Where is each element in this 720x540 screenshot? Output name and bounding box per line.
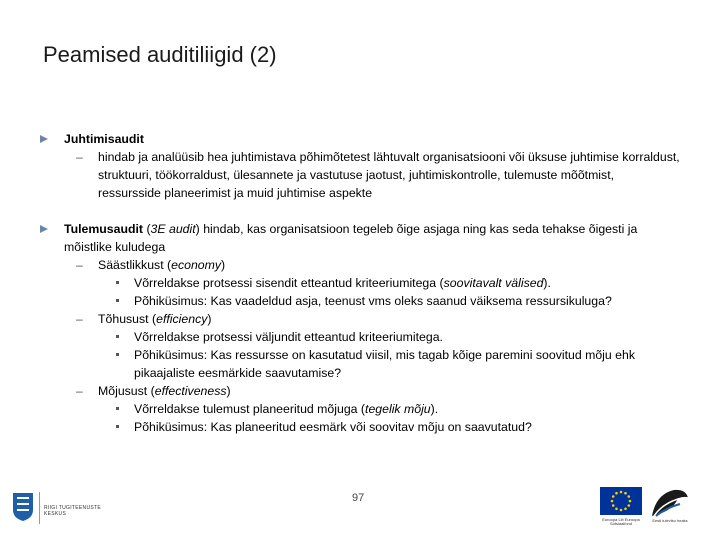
square-bullet-icon	[116, 425, 119, 428]
arrow-bullet-icon	[40, 225, 48, 233]
square-bullet-icon	[116, 353, 119, 356]
eu-caption: Euroopa Liit Euroopa Sotsiaalfond	[602, 517, 640, 526]
item-text: Võrreldakse tulemust planeeritud mõjuga (	[134, 402, 366, 416]
page-number: 97	[352, 492, 365, 504]
bullet-juhtimisaudit	[40, 130, 680, 202]
item	[64, 418, 680, 436]
slide-title: Peamised auditiliigid (2)	[43, 42, 277, 67]
item	[64, 292, 680, 310]
sub-term: effectiveness	[154, 384, 227, 398]
square-bullet-icon	[116, 407, 119, 410]
item	[64, 400, 680, 418]
square-bullet-icon	[116, 335, 119, 338]
sub-bullet-economy: – Säästlikkust (economy)	[76, 258, 226, 272]
eu-logo	[598, 487, 644, 527]
item-text: Põhiküsimus: Kas ressursse on kasutatud viisil, mis tagab kõige paremini soovitud mõju ehk pikaajaliste eesmärkide saavutamise?	[134, 348, 635, 380]
heading-juhtimisaudit: Juhtimisaudit	[64, 132, 144, 146]
item-after: ).	[543, 276, 551, 290]
sub-label: Tõhusust	[98, 312, 149, 326]
sub-bullet	[64, 148, 680, 202]
estonia-bird-icon	[650, 486, 690, 518]
item-em: tegelik mõju	[365, 402, 431, 416]
divider	[39, 492, 40, 524]
square-bullet-icon	[116, 299, 119, 302]
item	[64, 328, 680, 346]
eu-flag-icon	[600, 487, 642, 515]
item	[64, 274, 680, 292]
item-text: Võrreldakse protsessi väljundit etteantud kriteeriumitega.	[134, 330, 443, 344]
juhtimisaudit-description: hindab ja analüüsib hea juhtimistava põhimõtetest lähtuvalt organisatsiooni või üksuse juhtimise korraldust, struktuuri, töökorraldust, ülesannete ja vastutuse jaotust, juhtimiskontrolle, tulemuste mõõtmist, ressursside planeerimist ja muid juhtimise aspekte	[98, 150, 680, 200]
coat-of-arms-icon	[12, 492, 34, 522]
square-bullet-icon	[116, 281, 119, 284]
slide-content	[40, 130, 680, 436]
heading-tulemusaudit: Tulemusaudit	[64, 222, 144, 236]
item-text: Põhiküsimus: Kas planeeritud eesmärk või soovitav mõju on saavutatud?	[134, 420, 532, 434]
sub-term: efficiency	[156, 312, 208, 326]
arrow-bullet-icon	[40, 135, 48, 143]
dash-bullet-icon: –	[76, 150, 83, 164]
estonia-caption: Eesti tuleviku heaks	[652, 518, 688, 523]
sub-bullet-effectiveness: – Mõjusust (effectiveness)	[76, 384, 231, 398]
estonia-logo	[650, 486, 690, 528]
sub-bullet-efficiency: – Tõhusust (efficiency)	[76, 312, 212, 326]
dash-bullet-icon: –	[76, 258, 83, 272]
sub-term: economy	[171, 258, 222, 272]
sub-label: Mõjusust	[98, 384, 148, 398]
item-text: Põhiküsimus: Kas vaadeldud asja, teenust vms oleks saanud väiksema ressursikuluga?	[134, 294, 612, 308]
item-after: ).	[430, 402, 439, 416]
item	[64, 346, 680, 382]
org-logo	[12, 492, 102, 528]
bullet-tulemusaudit: Tulemusaudit (3E audit) hindab, kas organisatsioon tegeleb õige asjaga ning kas seda tehakse õigesti ja mõistlike kuludega – Säästlikkust (economy) Võrreldakse protsessi sisendit etteantud kriteeriumitega (soovitavalt välised). Põhiküsimus: Kas vaadeldud asja, teenust vms oleks saanud väiksema ressursikuluga? – Tõhusust (efficiency) Võrreldakse protsessi väljundit etteantud kriteeriumitega. Põhiküsimus: Kas ressursse on kasutatud viisil, mis tagab kõige paremini soovitud mõju ehk pikaajaliste eesmärkide saavutamise? – Mõjusust (effectiveness) Võrreldakse tulemust planeeritud mõjuga (tegelik mõju). Põhiküsimus: Kas planeeritud eesmärk või soovitav mõju on saavutatud?	[40, 220, 680, 436]
dash-bullet-icon: –	[76, 312, 83, 326]
heading-paren: 3E audit	[150, 222, 196, 236]
dash-bullet-icon: –	[76, 384, 83, 398]
heading-rest: hindab, kas organisatsioon tegeleb õige asjaga ning kas seda tehakse õigesti ja mõistlike kuludega	[64, 222, 638, 254]
sub-label: Säästlikkust	[98, 258, 164, 272]
item-text: Võrreldakse protsessi sisendit etteantud kriteeriumitega (	[134, 276, 444, 290]
item-em: soovitavalt välised	[443, 276, 544, 290]
org-name: RIIGI TUGITEENUSTE KESKUS	[44, 505, 101, 517]
